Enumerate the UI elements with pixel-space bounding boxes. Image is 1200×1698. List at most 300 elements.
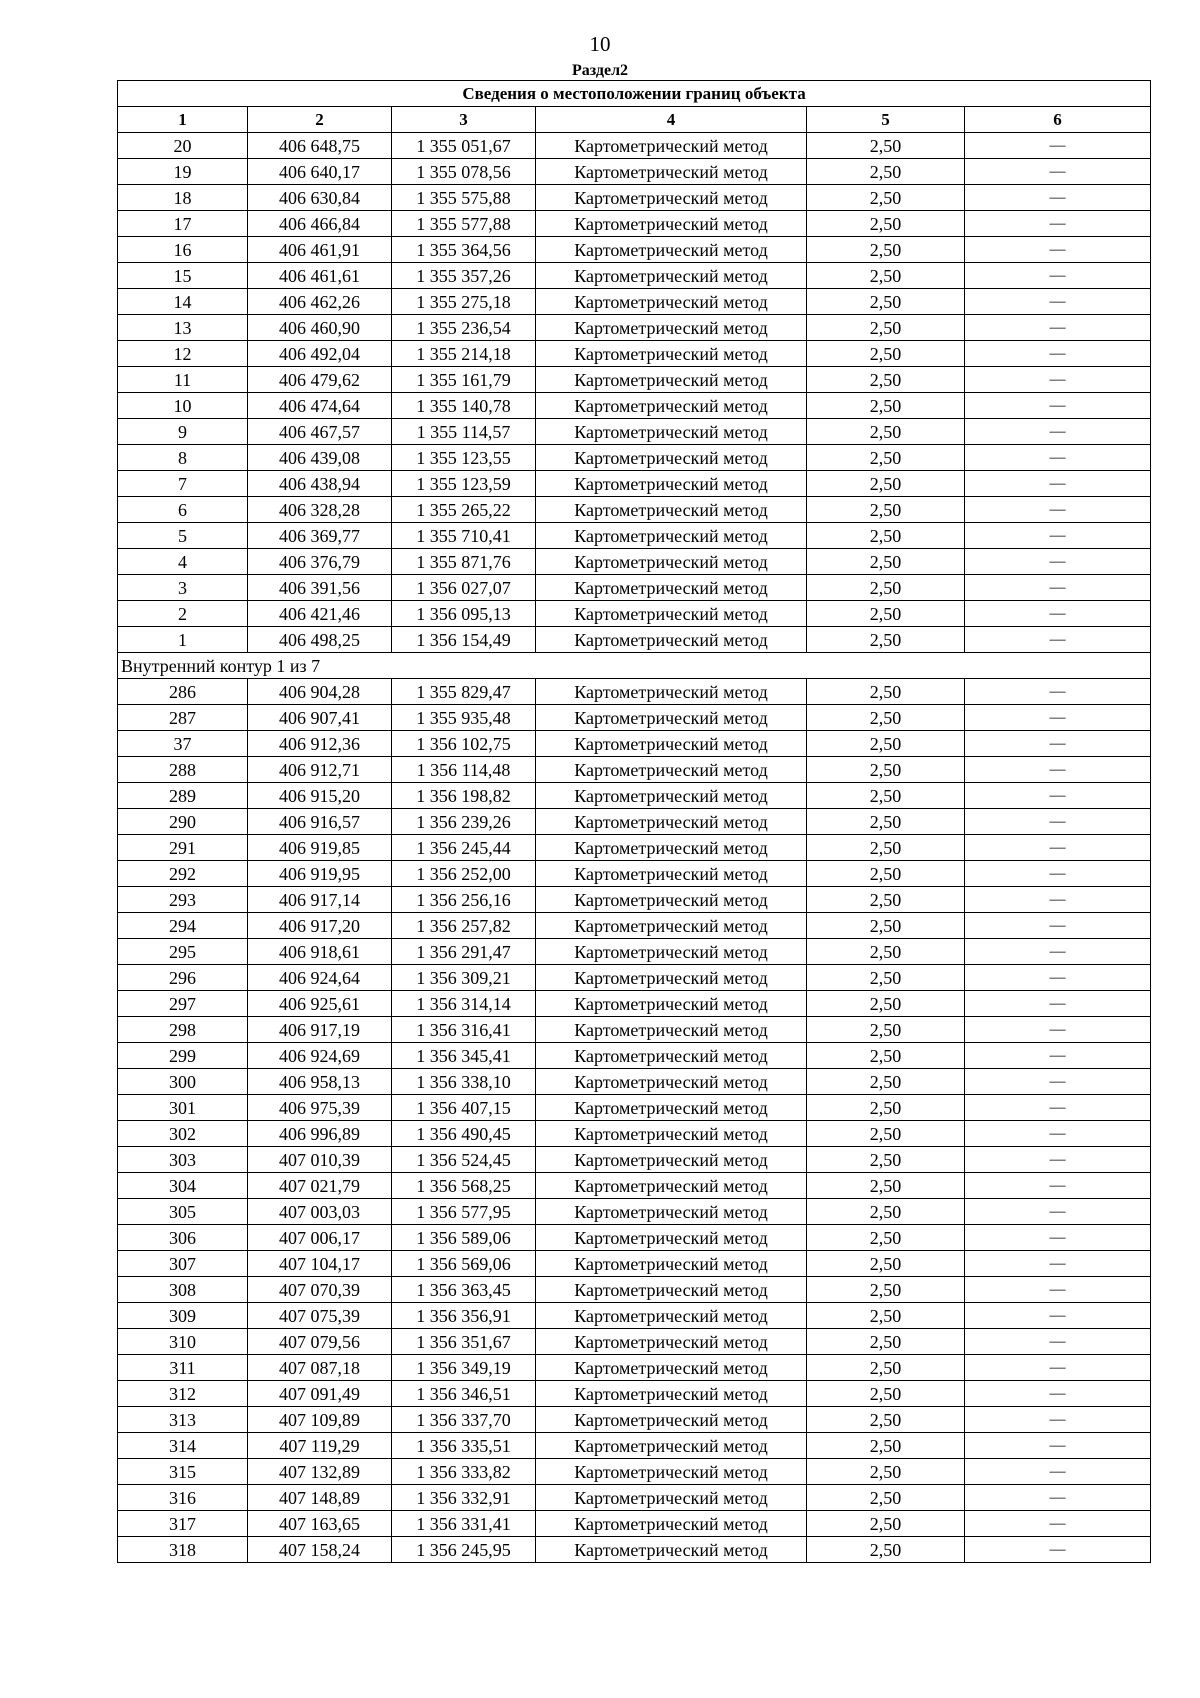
- note-cell: —: [965, 1069, 1151, 1095]
- note-cell: —: [965, 835, 1151, 861]
- note-cell: —: [965, 419, 1151, 445]
- table-body: [118, 133, 1151, 1563]
- point-number-cell: 20: [118, 133, 248, 159]
- section-title: Раздел2: [571, 62, 629, 79]
- y-coordinate-cell: 1 356 363,45: [392, 1277, 536, 1303]
- table-row: [118, 211, 1151, 237]
- accuracy-cell: 2,50: [807, 497, 965, 523]
- point-number-cell: 295: [118, 939, 248, 965]
- y-coordinate-cell: 1 356 309,21: [392, 965, 536, 991]
- x-coordinate-cell: 407 006,17: [248, 1225, 392, 1251]
- y-coordinate-cell: 1 356 351,67: [392, 1329, 536, 1355]
- point-number-cell: 3: [118, 575, 248, 601]
- point-number-cell: 303: [118, 1147, 248, 1173]
- y-coordinate-cell: 1 356 407,15: [392, 1095, 536, 1121]
- y-coordinate-cell: 1 355 871,76: [392, 549, 536, 575]
- accuracy-cell: 2,50: [807, 315, 965, 341]
- note-cell: —: [965, 263, 1151, 289]
- point-number-cell: 316: [118, 1485, 248, 1511]
- x-coordinate-cell: 407 010,39: [248, 1147, 392, 1173]
- note-cell: —: [965, 1433, 1151, 1459]
- point-number-cell: 2: [118, 601, 248, 627]
- accuracy-cell: 2,50: [807, 679, 965, 705]
- point-number-cell: 311: [118, 1355, 248, 1381]
- method-cell: Картометрический метод: [536, 601, 807, 627]
- point-number-cell: 301: [118, 1095, 248, 1121]
- x-coordinate-cell: 406 958,13: [248, 1069, 392, 1095]
- y-coordinate-cell: 1 355 829,47: [392, 679, 536, 705]
- y-coordinate-cell: 1 356 198,82: [392, 783, 536, 809]
- x-coordinate-cell: 407 021,79: [248, 1173, 392, 1199]
- note-cell: —: [965, 471, 1151, 497]
- table-row: [118, 1121, 1151, 1147]
- point-number-cell: 286: [118, 679, 248, 705]
- note-cell: —: [965, 1173, 1151, 1199]
- accuracy-cell: 2,50: [807, 1043, 965, 1069]
- point-number-cell: 312: [118, 1381, 248, 1407]
- x-coordinate-cell: 406 461,91: [248, 237, 392, 263]
- x-coordinate-cell: 406 919,95: [248, 861, 392, 887]
- accuracy-cell: 2,50: [807, 523, 965, 549]
- y-coordinate-cell: 1 355 051,67: [392, 133, 536, 159]
- y-coordinate-cell: 1 356 257,82: [392, 913, 536, 939]
- x-coordinate-cell: 406 924,64: [248, 965, 392, 991]
- x-coordinate-cell: 407 132,89: [248, 1459, 392, 1485]
- point-number-cell: 290: [118, 809, 248, 835]
- x-coordinate-cell: 406 369,77: [248, 523, 392, 549]
- method-cell: Картометрический метод: [536, 445, 807, 471]
- note-cell: —: [965, 783, 1151, 809]
- x-coordinate-cell: 406 466,84: [248, 211, 392, 237]
- point-number-cell: 305: [118, 1199, 248, 1225]
- x-coordinate-cell: 406 904,28: [248, 679, 392, 705]
- point-number-cell: 313: [118, 1407, 248, 1433]
- note-cell: —: [965, 1199, 1151, 1225]
- table-row: [118, 1199, 1151, 1225]
- y-coordinate-cell: 1 356 102,75: [392, 731, 536, 757]
- x-coordinate-cell: 406 918,61: [248, 939, 392, 965]
- y-coordinate-cell: 1 356 332,91: [392, 1485, 536, 1511]
- method-cell: Картометрический метод: [536, 1511, 807, 1537]
- x-coordinate-cell: 406 916,57: [248, 809, 392, 835]
- table-row: [118, 1251, 1151, 1277]
- table-row: [118, 783, 1151, 809]
- table-row: [118, 1069, 1151, 1095]
- point-number-cell: 10: [118, 393, 248, 419]
- y-coordinate-cell: 1 355 078,56: [392, 159, 536, 185]
- note-cell: —: [965, 1537, 1151, 1563]
- accuracy-cell: 2,50: [807, 861, 965, 887]
- table-row: [118, 1329, 1151, 1355]
- table-row: [118, 1095, 1151, 1121]
- method-cell: Картометрический метод: [536, 1433, 807, 1459]
- point-number-cell: 293: [118, 887, 248, 913]
- accuracy-cell: 2,50: [807, 393, 965, 419]
- accuracy-cell: 2,50: [807, 627, 965, 653]
- note-cell: —: [965, 1277, 1151, 1303]
- method-cell: Картометрический метод: [536, 185, 807, 211]
- method-cell: Картометрический метод: [536, 757, 807, 783]
- y-coordinate-cell: 1 356 095,13: [392, 601, 536, 627]
- table-row: [118, 341, 1151, 367]
- method-cell: Картометрический метод: [536, 1537, 807, 1563]
- method-cell: Картометрический метод: [536, 263, 807, 289]
- x-coordinate-cell: 406 907,41: [248, 705, 392, 731]
- method-cell: Картометрический метод: [536, 835, 807, 861]
- y-coordinate-cell: 1 356 316,41: [392, 1017, 536, 1043]
- contour-subheader-row: [118, 653, 1151, 679]
- table-row: [118, 419, 1151, 445]
- note-cell: —: [965, 991, 1151, 1017]
- y-coordinate-cell: 1 355 265,22: [392, 497, 536, 523]
- point-number-cell: 15: [118, 263, 248, 289]
- accuracy-cell: 2,50: [807, 1225, 965, 1251]
- accuracy-cell: 2,50: [807, 1407, 965, 1433]
- x-coordinate-cell: 407 079,56: [248, 1329, 392, 1355]
- method-cell: Картометрический метод: [536, 731, 807, 757]
- x-coordinate-cell: 406 640,17: [248, 159, 392, 185]
- table-row: [118, 835, 1151, 861]
- accuracy-cell: 2,50: [807, 731, 965, 757]
- x-coordinate-cell: 407 003,03: [248, 1199, 392, 1225]
- y-coordinate-cell: 1 356 291,47: [392, 939, 536, 965]
- accuracy-cell: 2,50: [807, 263, 965, 289]
- y-coordinate-cell: 1 356 239,26: [392, 809, 536, 835]
- y-coordinate-cell: 1 355 114,57: [392, 419, 536, 445]
- x-coordinate-cell: 406 376,79: [248, 549, 392, 575]
- table-row: [118, 575, 1151, 601]
- method-cell: Картометрический метод: [536, 1199, 807, 1225]
- table-caption: Сведения о местоположении границ объекта: [118, 81, 1151, 107]
- accuracy-cell: 2,50: [807, 575, 965, 601]
- note-cell: —: [965, 497, 1151, 523]
- x-coordinate-cell: 407 075,39: [248, 1303, 392, 1329]
- method-cell: Картометрический метод: [536, 497, 807, 523]
- method-cell: Картометрический метод: [536, 393, 807, 419]
- x-coordinate-cell: 406 912,71: [248, 757, 392, 783]
- table-row: [118, 315, 1151, 341]
- table-row: [118, 367, 1151, 393]
- accuracy-cell: 2,50: [807, 1017, 965, 1043]
- method-cell: Картометрический метод: [536, 575, 807, 601]
- point-number-cell: 294: [118, 913, 248, 939]
- point-number-cell: 317: [118, 1511, 248, 1537]
- y-coordinate-cell: 1 356 337,70: [392, 1407, 536, 1433]
- accuracy-cell: 2,50: [807, 705, 965, 731]
- y-coordinate-cell: 1 356 349,19: [392, 1355, 536, 1381]
- note-cell: —: [965, 445, 1151, 471]
- y-coordinate-cell: 1 355 236,54: [392, 315, 536, 341]
- y-coordinate-cell: 1 355 364,56: [392, 237, 536, 263]
- x-coordinate-cell: 407 119,29: [248, 1433, 392, 1459]
- column-number: 6: [965, 107, 1151, 133]
- note-cell: —: [965, 757, 1151, 783]
- accuracy-cell: 2,50: [807, 1329, 965, 1355]
- x-coordinate-cell: 406 474,64: [248, 393, 392, 419]
- point-number-cell: 302: [118, 1121, 248, 1147]
- point-number-cell: 304: [118, 1173, 248, 1199]
- y-coordinate-cell: 1 356 524,45: [392, 1147, 536, 1173]
- accuracy-cell: 2,50: [807, 211, 965, 237]
- table-row: [118, 263, 1151, 289]
- accuracy-cell: 2,50: [807, 1277, 965, 1303]
- column-number: 2: [248, 107, 392, 133]
- note-cell: —: [965, 1381, 1151, 1407]
- y-coordinate-cell: 1 356 577,95: [392, 1199, 536, 1225]
- method-cell: Картометрический метод: [536, 315, 807, 341]
- accuracy-cell: 2,50: [807, 1355, 965, 1381]
- accuracy-cell: 2,50: [807, 1433, 965, 1459]
- table-row: [118, 289, 1151, 315]
- note-cell: —: [965, 1121, 1151, 1147]
- y-coordinate-cell: 1 356 568,25: [392, 1173, 536, 1199]
- table-row: [118, 523, 1151, 549]
- table-row: [118, 133, 1151, 159]
- method-cell: Картометрический метод: [536, 1303, 807, 1329]
- accuracy-cell: 2,50: [807, 1147, 965, 1173]
- accuracy-cell: 2,50: [807, 887, 965, 913]
- x-coordinate-cell: 406 648,75: [248, 133, 392, 159]
- table-row: [118, 679, 1151, 705]
- method-cell: Картометрический метод: [536, 211, 807, 237]
- method-cell: Картометрический метод: [536, 809, 807, 835]
- column-number: 3: [392, 107, 536, 133]
- table-row: [118, 1043, 1151, 1069]
- y-coordinate-cell: 1 355 577,88: [392, 211, 536, 237]
- y-coordinate-cell: 1 356 345,41: [392, 1043, 536, 1069]
- accuracy-cell: 2,50: [807, 1303, 965, 1329]
- table-row: [118, 1277, 1151, 1303]
- note-cell: —: [965, 341, 1151, 367]
- method-cell: Картометрический метод: [536, 1225, 807, 1251]
- accuracy-cell: 2,50: [807, 289, 965, 315]
- point-number-cell: 4: [118, 549, 248, 575]
- point-number-cell: 300: [118, 1069, 248, 1095]
- method-cell: Картометрический метод: [536, 1069, 807, 1095]
- y-coordinate-cell: 1 355 161,79: [392, 367, 536, 393]
- accuracy-cell: 2,50: [807, 939, 965, 965]
- table-row: [118, 991, 1151, 1017]
- point-number-cell: 16: [118, 237, 248, 263]
- point-number-cell: 306: [118, 1225, 248, 1251]
- x-coordinate-cell: 406 915,20: [248, 783, 392, 809]
- accuracy-cell: 2,50: [807, 757, 965, 783]
- accuracy-cell: 2,50: [807, 185, 965, 211]
- method-cell: Картометрический метод: [536, 1381, 807, 1407]
- table-row: [118, 627, 1151, 653]
- accuracy-cell: 2,50: [807, 549, 965, 575]
- y-coordinate-cell: 1 356 114,48: [392, 757, 536, 783]
- note-cell: —: [965, 809, 1151, 835]
- point-number-cell: 17: [118, 211, 248, 237]
- method-cell: Картометрический метод: [536, 991, 807, 1017]
- point-number-cell: 308: [118, 1277, 248, 1303]
- accuracy-cell: 2,50: [807, 471, 965, 497]
- point-number-cell: 5: [118, 523, 248, 549]
- x-coordinate-cell: 406 467,57: [248, 419, 392, 445]
- method-cell: Картометрический метод: [536, 523, 807, 549]
- x-coordinate-cell: 406 492,04: [248, 341, 392, 367]
- accuracy-cell: 2,50: [807, 1537, 965, 1563]
- x-coordinate-cell: 407 148,89: [248, 1485, 392, 1511]
- y-coordinate-cell: 1 355 140,78: [392, 393, 536, 419]
- x-coordinate-cell: 406 461,61: [248, 263, 392, 289]
- note-cell: —: [965, 601, 1151, 627]
- note-cell: —: [965, 679, 1151, 705]
- method-cell: Картометрический метод: [536, 705, 807, 731]
- x-coordinate-cell: 406 328,28: [248, 497, 392, 523]
- x-coordinate-cell: 406 917,19: [248, 1017, 392, 1043]
- method-cell: Картометрический метод: [536, 1407, 807, 1433]
- point-number-cell: 318: [118, 1537, 248, 1563]
- x-coordinate-cell: 406 917,14: [248, 887, 392, 913]
- note-cell: —: [965, 731, 1151, 757]
- note-cell: —: [965, 1147, 1151, 1173]
- method-cell: Картометрический метод: [536, 965, 807, 991]
- x-coordinate-cell: 406 630,84: [248, 185, 392, 211]
- accuracy-cell: 2,50: [807, 133, 965, 159]
- point-number-cell: 291: [118, 835, 248, 861]
- note-cell: —: [965, 1017, 1151, 1043]
- accuracy-cell: 2,50: [807, 783, 965, 809]
- note-cell: —: [965, 627, 1151, 653]
- note-cell: —: [965, 523, 1151, 549]
- x-coordinate-cell: 406 438,94: [248, 471, 392, 497]
- note-cell: —: [965, 1303, 1151, 1329]
- table-row: [118, 1433, 1151, 1459]
- method-cell: Картометрический метод: [536, 419, 807, 445]
- point-number-cell: 297: [118, 991, 248, 1017]
- table-row: [118, 393, 1151, 419]
- method-cell: Картометрический метод: [536, 159, 807, 185]
- accuracy-cell: 2,50: [807, 237, 965, 263]
- table-row: [118, 497, 1151, 523]
- table-head: [118, 81, 1151, 133]
- column-number: 1: [118, 107, 248, 133]
- accuracy-cell: 2,50: [807, 419, 965, 445]
- table-row: [118, 1407, 1151, 1433]
- x-coordinate-cell: 407 091,49: [248, 1381, 392, 1407]
- y-coordinate-cell: 1 356 346,51: [392, 1381, 536, 1407]
- accuracy-cell: 2,50: [807, 1511, 965, 1537]
- accuracy-cell: 2,50: [807, 445, 965, 471]
- x-coordinate-cell: 406 975,39: [248, 1095, 392, 1121]
- method-cell: Картометрический метод: [536, 133, 807, 159]
- accuracy-cell: 2,50: [807, 965, 965, 991]
- point-number-cell: 307: [118, 1251, 248, 1277]
- accuracy-cell: 2,50: [807, 1173, 965, 1199]
- accuracy-cell: 2,50: [807, 601, 965, 627]
- table-row: [118, 185, 1151, 211]
- method-cell: Картометрический метод: [536, 861, 807, 887]
- method-cell: Картометрический метод: [536, 1329, 807, 1355]
- accuracy-cell: 2,50: [807, 1069, 965, 1095]
- x-coordinate-cell: 406 421,46: [248, 601, 392, 627]
- method-cell: Картометрический метод: [536, 1355, 807, 1381]
- note-cell: —: [965, 1043, 1151, 1069]
- table-row: [118, 445, 1151, 471]
- x-coordinate-cell: 406 912,36: [248, 731, 392, 757]
- point-number-cell: 292: [118, 861, 248, 887]
- y-coordinate-cell: 1 356 335,51: [392, 1433, 536, 1459]
- y-coordinate-cell: 1 355 935,48: [392, 705, 536, 731]
- table-row: [118, 1173, 1151, 1199]
- note-cell: —: [965, 575, 1151, 601]
- note-cell: —: [965, 367, 1151, 393]
- point-number-cell: 11: [118, 367, 248, 393]
- table-row: [118, 731, 1151, 757]
- point-number-cell: 315: [118, 1459, 248, 1485]
- accuracy-cell: 2,50: [807, 835, 965, 861]
- y-coordinate-cell: 1 356 356,91: [392, 1303, 536, 1329]
- method-cell: Картометрический метод: [536, 1095, 807, 1121]
- x-coordinate-cell: 406 460,90: [248, 315, 392, 341]
- accuracy-cell: 2,50: [807, 367, 965, 393]
- method-cell: Картометрический метод: [536, 341, 807, 367]
- point-number-cell: 288: [118, 757, 248, 783]
- point-number-cell: 6: [118, 497, 248, 523]
- point-number-cell: 289: [118, 783, 248, 809]
- x-coordinate-cell: 406 996,89: [248, 1121, 392, 1147]
- note-cell: —: [965, 705, 1151, 731]
- table-row: [118, 809, 1151, 835]
- x-coordinate-cell: 406 479,62: [248, 367, 392, 393]
- note-cell: —: [965, 289, 1151, 315]
- note-cell: —: [965, 1095, 1151, 1121]
- method-cell: Картометрический метод: [536, 289, 807, 315]
- table-row: [118, 1459, 1151, 1485]
- accuracy-cell: 2,50: [807, 1095, 965, 1121]
- method-cell: Картометрический метод: [536, 887, 807, 913]
- table-row: [118, 1017, 1151, 1043]
- note-cell: —: [965, 1485, 1151, 1511]
- accuracy-cell: 2,50: [807, 1381, 965, 1407]
- accuracy-cell: 2,50: [807, 809, 965, 835]
- point-number-cell: 296: [118, 965, 248, 991]
- table-row: [118, 1225, 1151, 1251]
- method-cell: Картометрический метод: [536, 939, 807, 965]
- accuracy-cell: 2,50: [807, 1251, 965, 1277]
- y-coordinate-cell: 1 356 245,44: [392, 835, 536, 861]
- x-coordinate-cell: 406 498,25: [248, 627, 392, 653]
- note-cell: —: [965, 1511, 1151, 1537]
- point-number-cell: 13: [118, 315, 248, 341]
- y-coordinate-cell: 1 356 154,49: [392, 627, 536, 653]
- method-cell: Картометрический метод: [536, 1121, 807, 1147]
- note-cell: —: [965, 159, 1151, 185]
- column-number: 5: [807, 107, 965, 133]
- point-number-cell: 9: [118, 419, 248, 445]
- point-number-cell: 7: [118, 471, 248, 497]
- method-cell: Картометрический метод: [536, 679, 807, 705]
- method-cell: Картометрический метод: [536, 1173, 807, 1199]
- y-coordinate-cell: 1 355 123,59: [392, 471, 536, 497]
- y-coordinate-cell: 1 356 252,00: [392, 861, 536, 887]
- y-coordinate-cell: 1 355 214,18: [392, 341, 536, 367]
- note-cell: —: [965, 887, 1151, 913]
- note-cell: —: [965, 549, 1151, 575]
- x-coordinate-cell: 407 158,24: [248, 1537, 392, 1563]
- method-cell: Картометрический метод: [536, 237, 807, 263]
- y-coordinate-cell: 1 356 314,14: [392, 991, 536, 1017]
- y-coordinate-cell: 1 356 256,16: [392, 887, 536, 913]
- point-number-cell: 8: [118, 445, 248, 471]
- accuracy-cell: 2,50: [807, 991, 965, 1017]
- point-number-cell: 298: [118, 1017, 248, 1043]
- x-coordinate-cell: 406 924,69: [248, 1043, 392, 1069]
- accuracy-cell: 2,50: [807, 1459, 965, 1485]
- table-row: [118, 965, 1151, 991]
